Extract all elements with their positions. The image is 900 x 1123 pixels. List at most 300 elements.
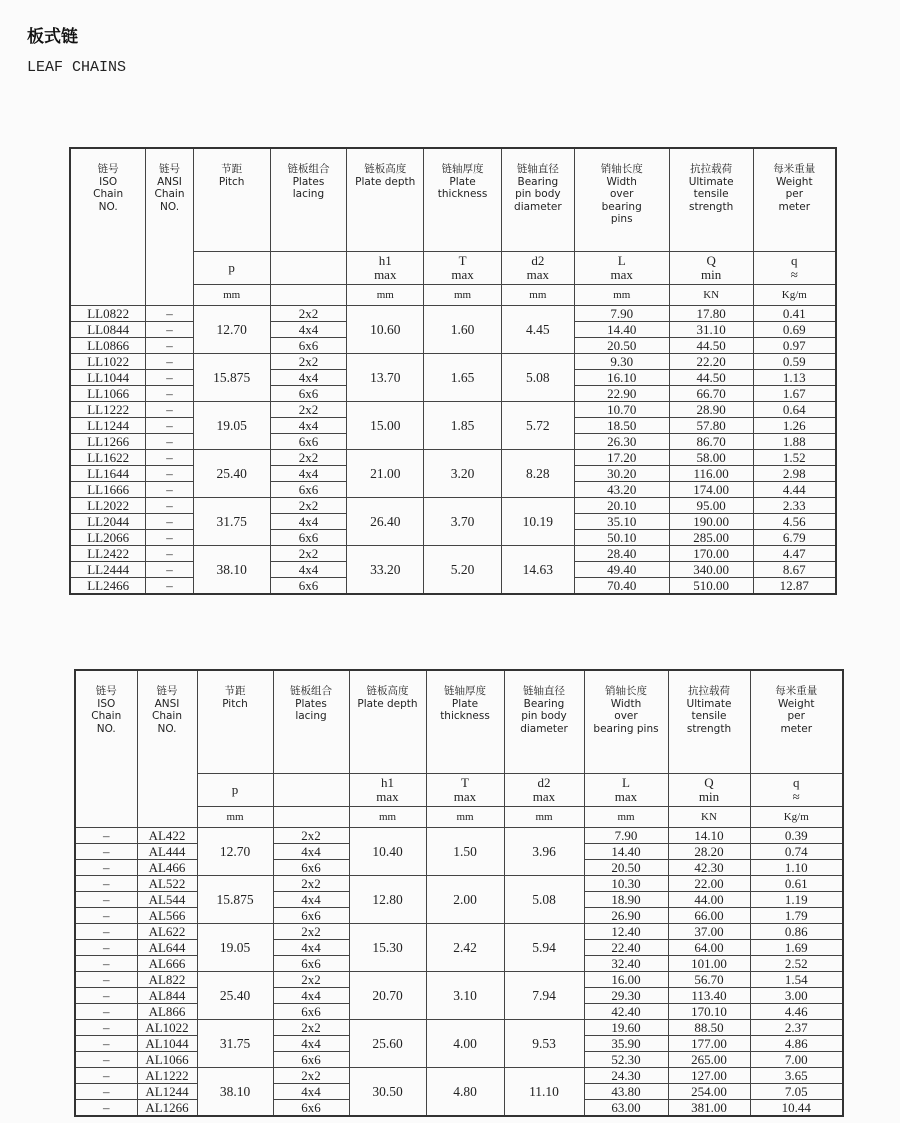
tensile-strength-value: 177.00 <box>668 1036 750 1052</box>
symbol-sub: max <box>376 789 399 804</box>
pitch-value: 25.40 <box>197 972 273 1020</box>
plate-depth-value: 33.20 <box>347 546 424 595</box>
pin-diameter-value: 5.94 <box>504 924 584 972</box>
plates-lacing-value: 4x4 <box>273 892 349 908</box>
header-en-label: over <box>614 710 638 722</box>
symbol-sub: max <box>532 789 556 804</box>
pin-diameter-value: 8.28 <box>501 450 574 498</box>
ansi-chain-no: AL644 <box>137 940 197 956</box>
header-cn-label: 抗拉载荷 <box>688 685 730 697</box>
symbol-main: q <box>791 253 798 268</box>
plates-lacing-value: 4x4 <box>270 322 347 338</box>
header-en-label: pins <box>610 213 633 225</box>
header-cn-label: 每米重量 <box>775 685 818 697</box>
header-en-label: Chain <box>152 710 182 722</box>
header-en-label: Bearing <box>517 175 559 188</box>
width-over-pins-value: 12.40 <box>584 924 668 940</box>
symbol-sub: min <box>698 789 720 804</box>
plate-depth-value: 12.80 <box>349 876 426 924</box>
tensile-strength-value: 42.30 <box>668 860 750 876</box>
plates-lacing-value: 4x4 <box>273 1036 349 1052</box>
unit-plate-depth: mm <box>349 807 426 828</box>
tensile-strength-value: 174.00 <box>669 482 753 498</box>
ansi-chain-no: – <box>146 354 193 370</box>
header-cn-label: 链轴直径 <box>523 685 565 697</box>
symbol-plate-thickness <box>424 252 502 285</box>
width-over-pins-value: 14.40 <box>574 322 669 338</box>
table-row <box>70 546 836 562</box>
width-over-pins-value: 30.20 <box>574 466 669 482</box>
header-cn-label: 链板高度 <box>366 685 409 697</box>
iso-chain-no: – <box>75 940 137 956</box>
header-row <box>70 148 836 252</box>
weight-per-meter-value: 7.00 <box>750 1052 843 1068</box>
ansi-chain-no: AL1222 <box>137 1068 197 1084</box>
symbol-plate-thickness <box>426 774 504 807</box>
plates-lacing-value: 6x6 <box>270 434 347 450</box>
header-en-label: thickness <box>437 188 488 200</box>
page-title-english: LEAF CHAINS <box>27 59 127 76</box>
header-en-label: meter <box>778 200 811 213</box>
plate-thickness-value: 1.85 <box>424 402 502 450</box>
weight-per-meter-value: 1.13 <box>753 370 836 386</box>
header-cn-label: 链轴直径 <box>516 163 559 175</box>
iso-chain-no: LL1222 <box>70 402 146 418</box>
symbol-main: d2 <box>531 253 545 268</box>
weight-per-meter-value: 1.54 <box>750 972 843 988</box>
header-en-label: Plate <box>451 697 479 710</box>
ansi-chain-no: AL666 <box>137 956 197 972</box>
tensile-strength-value: 285.00 <box>669 530 753 546</box>
page-title-chinese: 板式链 <box>27 27 78 47</box>
tensile-strength-value: 57.80 <box>669 418 753 434</box>
ansi-chain-no: – <box>146 450 193 466</box>
iso-chain-no: LL0844 <box>70 322 146 338</box>
pin-diameter-value: 5.08 <box>504 876 584 924</box>
pitch-value: 31.75 <box>193 498 270 546</box>
iso-chain-no: – <box>75 908 137 924</box>
column-header-pin-diameter <box>501 148 574 252</box>
ansi-chain-no: – <box>146 482 193 498</box>
pitch-value: 12.70 <box>193 306 270 354</box>
weight-per-meter-value: 0.39 <box>750 828 843 844</box>
weight-per-meter-value: 6.79 <box>753 530 836 546</box>
header-en-label: bearing <box>601 200 642 213</box>
ansi-chain-no: – <box>146 546 193 562</box>
pitch-value: 15.875 <box>193 354 270 402</box>
iso-chain-no: LL2044 <box>70 514 146 530</box>
pin-diameter-value: 7.94 <box>504 972 584 1020</box>
plate-thickness-value: 4.80 <box>426 1068 504 1117</box>
width-over-pins-value: 7.90 <box>584 828 668 844</box>
plates-lacing-value: 4x4 <box>273 940 349 956</box>
tensile-strength-value: 127.00 <box>668 1068 750 1084</box>
weight-per-meter-value: 1.10 <box>750 860 843 876</box>
table-row <box>70 498 836 514</box>
column-header-weight-per-meter <box>753 148 836 252</box>
ansi-chain-no: – <box>146 418 193 434</box>
weight-per-meter-value: 0.86 <box>750 924 843 940</box>
weight-per-meter-value: 0.69 <box>753 322 836 338</box>
column-header-pitch <box>197 670 273 774</box>
weight-per-meter-value: 0.74 <box>750 844 843 860</box>
header-cn-label: 抗拉载荷 <box>690 163 733 175</box>
pin-diameter-value: 4.45 <box>501 306 574 354</box>
unit-pin-diameter: mm <box>501 285 574 306</box>
header-cn-label: 销轴长度 <box>600 163 643 175</box>
unit-plates-lacing <box>273 807 349 828</box>
ansi-chain-no: AL1044 <box>137 1036 197 1052</box>
pin-diameter-value: 5.08 <box>501 354 574 402</box>
plates-lacing-value: 6x6 <box>273 1052 349 1068</box>
width-over-pins-value: 20.10 <box>574 498 669 514</box>
ansi-chain-no: – <box>146 578 193 595</box>
header-cn-label: 节距 <box>221 163 243 175</box>
plates-lacing-value: 6x6 <box>273 1100 349 1117</box>
symbol-pitch <box>193 252 270 285</box>
weight-per-meter-value: 0.64 <box>753 402 836 418</box>
tensile-strength-value: 22.20 <box>669 354 753 370</box>
header-cn-label: 链号 <box>159 163 181 175</box>
plates-lacing-value: 6x6 <box>270 482 347 498</box>
tensile-strength-value: 170.00 <box>669 546 753 562</box>
table-row <box>70 354 836 370</box>
symbol-main: h1 <box>378 253 392 268</box>
iso-chain-no: – <box>75 844 137 860</box>
ansi-chain-no: – <box>146 338 193 354</box>
symbol-main: Q <box>704 775 714 790</box>
header-en-label: tensile <box>691 710 727 722</box>
unit-width-over-pins: mm <box>574 285 669 306</box>
weight-per-meter-value: 3.65 <box>750 1068 843 1084</box>
header-cn-label: 链板组合 <box>287 163 330 175</box>
symbol-plate-depth <box>347 252 424 285</box>
width-over-pins-value: 52.30 <box>584 1052 668 1068</box>
symbol-width-over-pins <box>574 252 669 285</box>
weight-per-meter-value: 8.67 <box>753 562 836 578</box>
header-en-label: per <box>785 188 804 200</box>
tensile-strength-value: 170.10 <box>668 1004 750 1020</box>
pin-diameter-value: 11.10 <box>504 1068 584 1117</box>
tensile-strength-value: 113.40 <box>668 988 750 1004</box>
symbol-main: q <box>793 775 800 790</box>
width-over-pins-value: 17.20 <box>574 450 669 466</box>
header-en-label: strength <box>686 722 732 735</box>
header-en-label: Chain <box>91 710 122 722</box>
column-header-width-over-pins <box>574 148 669 252</box>
plate-thickness-value: 3.70 <box>424 498 502 546</box>
header-cn-label: 链轴厚度 <box>441 163 484 175</box>
width-over-pins-value: 18.90 <box>584 892 668 908</box>
header-en-label: Plate depth <box>355 175 416 188</box>
tensile-strength-value: 44.50 <box>669 338 753 354</box>
plates-lacing-value: 2x2 <box>273 876 349 892</box>
tensile-strength-value: 95.00 <box>669 498 753 514</box>
plate-thickness-value: 1.50 <box>426 828 504 876</box>
iso-chain-no: LL1044 <box>70 370 146 386</box>
ansi-chain-no: – <box>146 514 193 530</box>
unit-pitch: mm <box>197 807 273 828</box>
iso-chain-no: LL1066 <box>70 386 146 402</box>
ansi-chain-no: AL444 <box>137 844 197 860</box>
header-cn-label: 链板组合 <box>290 685 332 697</box>
weight-per-meter-value: 0.97 <box>753 338 836 354</box>
tensile-strength-value: 28.90 <box>669 402 753 418</box>
tensile-strength-value: 44.00 <box>668 892 750 908</box>
plates-lacing-value: 6x6 <box>270 338 347 354</box>
weight-per-meter-value: 1.26 <box>753 418 836 434</box>
header-en-label: strength <box>689 200 734 213</box>
iso-chain-no: LL2466 <box>70 578 146 595</box>
header-cn-label: 节距 <box>224 685 246 697</box>
symbol-sub: max <box>453 789 477 804</box>
column-header-plate-thickness <box>424 148 502 252</box>
symbol-pin-diameter <box>504 774 584 807</box>
weight-per-meter-value: 1.88 <box>753 434 836 450</box>
symbol-sub: max <box>451 267 474 282</box>
plates-lacing-value: 4x4 <box>273 1084 349 1100</box>
plates-lacing-value: 4x4 <box>270 562 347 578</box>
column-header-plate-depth <box>349 670 426 774</box>
symbol-sub: max <box>526 267 550 282</box>
tensile-strength-value: 31.10 <box>669 322 753 338</box>
ansi-chain-no: – <box>146 370 193 386</box>
iso-chain-no: LL0822 <box>70 306 146 322</box>
weight-per-meter-value: 2.33 <box>753 498 836 514</box>
header-en-label: NO. <box>160 200 180 213</box>
column-header-pin-diameter <box>504 670 584 774</box>
tensile-strength-value: 14.10 <box>668 828 750 844</box>
header-cn-label: 销轴长度 <box>605 685 647 697</box>
plates-lacing-value: 2x2 <box>273 1020 349 1036</box>
ansi-chain-no: – <box>146 434 193 450</box>
iso-chain-no: – <box>75 956 137 972</box>
width-over-pins-value: 16.10 <box>574 370 669 386</box>
ansi-chain-no: – <box>146 322 193 338</box>
plates-lacing-value: 4x4 <box>270 370 347 386</box>
iso-chain-no: – <box>75 1052 137 1068</box>
iso-chain-no: – <box>75 972 137 988</box>
pitch-value: 38.10 <box>193 546 270 595</box>
plates-lacing-value: 2x2 <box>270 306 347 322</box>
width-over-pins-value: 22.90 <box>574 386 669 402</box>
iso-chain-no: – <box>75 1100 137 1117</box>
ansi-chain-no: AL1266 <box>137 1100 197 1117</box>
iso-chain-no: LL2444 <box>70 562 146 578</box>
header-cn-label: 链号 <box>95 685 117 697</box>
column-header-ansi-chain-no <box>146 148 193 306</box>
plate-thickness-value: 3.10 <box>426 972 504 1020</box>
width-over-pins-value: 26.30 <box>574 434 669 450</box>
tensile-strength-value: 56.70 <box>668 972 750 988</box>
width-over-pins-value: 35.90 <box>584 1036 668 1052</box>
iso-chain-no: – <box>75 988 137 1004</box>
plates-lacing-value: 6x6 <box>270 578 347 595</box>
plate-thickness-value: 4.00 <box>426 1020 504 1068</box>
iso-chain-no: – <box>75 1020 137 1036</box>
width-over-pins-value: 10.70 <box>574 402 669 418</box>
plates-lacing-value: 2x2 <box>270 450 347 466</box>
header-cn-label: 链号 <box>97 163 119 175</box>
header-row <box>75 670 843 774</box>
tensile-strength-value: 116.00 <box>669 466 753 482</box>
ansi-chain-no: AL544 <box>137 892 197 908</box>
width-over-pins-value: 20.50 <box>574 338 669 354</box>
table-row <box>75 972 843 988</box>
plates-lacing-value: 2x2 <box>273 828 349 844</box>
symbol-plates-lacing <box>270 252 347 285</box>
iso-chain-no: – <box>75 1084 137 1100</box>
symbol-sub: min <box>701 267 722 282</box>
plates-lacing-value: 6x6 <box>273 860 349 876</box>
column-header-width-over-pins <box>584 670 668 774</box>
ansi-chain-no: – <box>146 562 193 578</box>
tensile-strength-value: 101.00 <box>668 956 750 972</box>
weight-per-meter-value: 1.79 <box>750 908 843 924</box>
width-over-pins-value: 16.00 <box>584 972 668 988</box>
width-over-pins-value: 43.80 <box>584 1084 668 1100</box>
width-over-pins-value: 20.50 <box>584 860 668 876</box>
width-over-pins-value: 19.60 <box>584 1020 668 1036</box>
plates-lacing-value: 4x4 <box>270 514 347 530</box>
plate-thickness-value: 1.65 <box>424 354 502 402</box>
iso-chain-no: LL2422 <box>70 546 146 562</box>
symbol-sub: ≈ <box>792 789 800 804</box>
ansi-chain-no: AL422 <box>137 828 197 844</box>
column-header-plates-lacing <box>270 148 347 252</box>
tensile-strength-value: 17.80 <box>669 306 753 322</box>
plates-lacing-value: 6x6 <box>270 530 347 546</box>
plate-thickness-value: 2.00 <box>426 876 504 924</box>
symbol-width-over-pins <box>584 774 668 807</box>
weight-per-meter-value: 1.52 <box>753 450 836 466</box>
pitch-value: 12.70 <box>197 828 273 876</box>
header-en-label: over <box>610 188 634 200</box>
width-over-pins-value: 63.00 <box>584 1100 668 1117</box>
header-en-label: pin body <box>521 710 567 722</box>
iso-chain-no: LL1266 <box>70 434 146 450</box>
plates-lacing-value: 6x6 <box>273 956 349 972</box>
tensile-strength-value: 44.50 <box>669 370 753 386</box>
iso-chain-no: – <box>75 1004 137 1020</box>
table-row <box>75 924 843 940</box>
header-en-label: Chain <box>154 188 185 200</box>
plate-thickness-value: 1.60 <box>424 306 502 354</box>
header-en-label: Plate depth <box>357 697 418 710</box>
iso-chain-no: – <box>75 1068 137 1084</box>
plate-depth-value: 15.30 <box>349 924 426 972</box>
unit-pitch: mm <box>193 285 270 306</box>
weight-per-meter-value: 7.05 <box>750 1084 843 1100</box>
symbol-sub: max <box>614 789 638 804</box>
iso-chain-no: LL1622 <box>70 450 146 466</box>
header-en-label: lacing <box>292 188 325 200</box>
weight-per-meter-value: 1.67 <box>753 386 836 402</box>
unit-weight-per-meter: Kg/m <box>750 807 843 828</box>
iso-chain-no: – <box>75 924 137 940</box>
ansi-chain-no: AL844 <box>137 988 197 1004</box>
header-cn-label: 链号 <box>156 685 178 697</box>
plate-depth-value: 21.00 <box>347 450 424 498</box>
ansi-chain-no: AL466 <box>137 860 197 876</box>
tensile-strength-value: 381.00 <box>668 1100 750 1117</box>
header-en-label: diameter <box>520 722 568 735</box>
table-row <box>75 1020 843 1036</box>
header-en-label: pin body <box>515 188 561 200</box>
tensile-strength-value: 58.00 <box>669 450 753 466</box>
tensile-strength-value: 64.00 <box>668 940 750 956</box>
symbol-tensile-strength <box>668 774 750 807</box>
symbol-tensile-strength <box>669 252 753 285</box>
pitch-value: 31.75 <box>197 1020 273 1068</box>
tensile-strength-value: 88.50 <box>668 1020 750 1036</box>
iso-chain-no: – <box>75 892 137 908</box>
width-over-pins-value: 28.40 <box>574 546 669 562</box>
iso-chain-no: LL1022 <box>70 354 146 370</box>
header-cn-label: 链轴厚度 <box>444 685 486 697</box>
weight-per-meter-value: 0.41 <box>753 306 836 322</box>
header-en-label: Bearing <box>523 697 565 710</box>
unit-plates-lacing <box>270 285 347 306</box>
plates-lacing-value: 2x2 <box>270 354 347 370</box>
iso-leaf-chain-table <box>69 147 837 595</box>
width-over-pins-value: 70.40 <box>574 578 669 595</box>
ansi-leaf-chain-table <box>74 669 844 1117</box>
symbol-main: T <box>461 775 469 790</box>
tensile-strength-value: 66.00 <box>668 908 750 924</box>
width-over-pins-value: 22.40 <box>584 940 668 956</box>
width-over-pins-value: 14.40 <box>584 844 668 860</box>
ansi-chain-no: – <box>146 402 193 418</box>
iso-chain-no: LL0866 <box>70 338 146 354</box>
ansi-chain-no: – <box>146 498 193 514</box>
header-en-label: ISO <box>99 175 118 188</box>
iso-chain-no: LL1666 <box>70 482 146 498</box>
header-en-label: Plate <box>449 175 476 188</box>
ansi-chain-no: – <box>146 530 193 546</box>
table-row <box>70 402 836 418</box>
plate-thickness-value: 3.20 <box>424 450 502 498</box>
plates-lacing-value: 6x6 <box>273 908 349 924</box>
column-header-pitch <box>193 148 270 252</box>
symbol-weight-per-meter <box>753 252 836 285</box>
pitch-value: 19.05 <box>197 924 273 972</box>
symbol-main: h1 <box>381 775 394 790</box>
pin-diameter-value: 10.19 <box>501 498 574 546</box>
symbol-main: p <box>231 782 239 797</box>
header-en-label: Weight <box>775 175 813 188</box>
unit-width-over-pins: mm <box>584 807 668 828</box>
symbol-main: p <box>228 260 235 275</box>
header-cn-label: 链板高度 <box>364 163 407 175</box>
symbol-main: L <box>622 775 630 790</box>
width-over-pins-value: 32.40 <box>584 956 668 972</box>
symbol-main: d2 <box>537 775 551 790</box>
ansi-chain-no: AL1066 <box>137 1052 197 1068</box>
header-en-label: Weight <box>777 697 815 710</box>
iso-chain-no: – <box>75 876 137 892</box>
unit-tensile-strength: KN <box>668 807 750 828</box>
ansi-chain-no: AL622 <box>137 924 197 940</box>
header-en-label: per <box>787 710 805 722</box>
column-header-plate-thickness <box>426 670 504 774</box>
ansi-chain-no: AL866 <box>137 1004 197 1020</box>
width-over-pins-value: 24.30 <box>584 1068 668 1084</box>
width-over-pins-value: 50.10 <box>574 530 669 546</box>
iso-chain-no: – <box>75 860 137 876</box>
header-en-label: meter <box>780 722 813 735</box>
plate-depth-value: 30.50 <box>349 1068 426 1117</box>
